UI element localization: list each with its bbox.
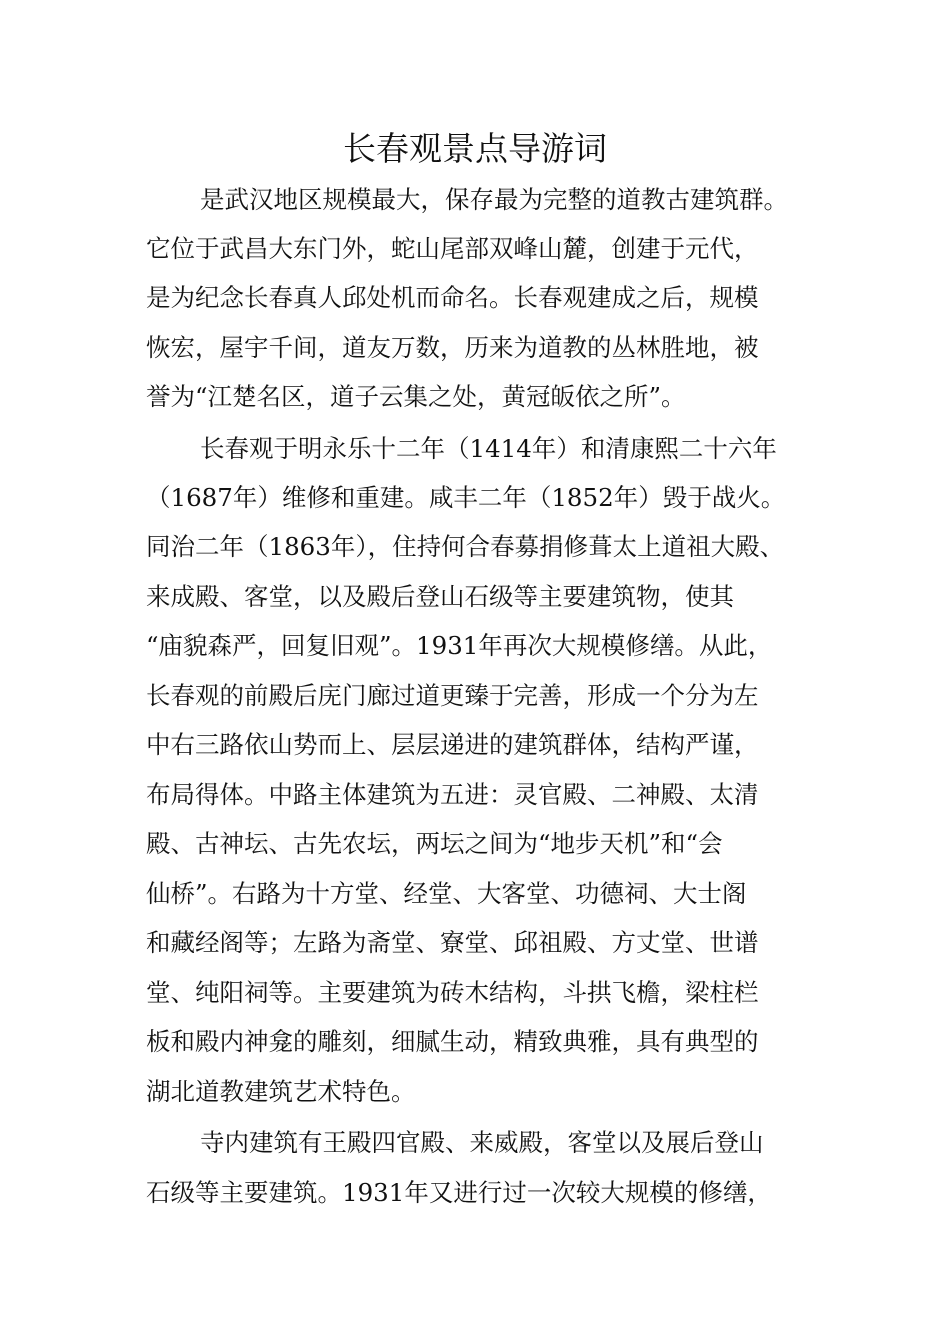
text-line: “庙貌森严，回复旧观”。1931年再次大规模修缮。从此， xyxy=(146,631,773,660)
text-line: 堂、纯阳祠等。主要建筑为砖木结构，斗拱飞檐，梁柱栏 xyxy=(146,978,759,1007)
text-line: 仙桥”。右路为十方堂、经堂、大客堂、功德祠、大士阁 xyxy=(146,879,747,908)
document-title: 长春观景点导游词 xyxy=(343,129,607,168)
text-line: 石级等主要建筑。1931年又进行过一次较大规模的修缮， xyxy=(146,1178,772,1207)
text-line: （1687年）维修和重建。咸丰二年（1852年）毁于战火。 xyxy=(146,483,786,512)
text-line: 中右三路依山势而上、层层递进的建筑群体，结构严谨， xyxy=(146,730,759,759)
text-line: 板和殿内神龛的雕刻，细腻生动，精致典雅，具有典型的 xyxy=(146,1027,759,1056)
text-line: 殿、古神坛、古先农坛，两坛之间为“地步天机”和“会 xyxy=(146,829,723,858)
text-line: 长春观于明永乐十二年（1414年）和清康熙二十六年 xyxy=(200,434,777,463)
text-line: 寺内建筑有王殿四官殿、来威殿，客堂以及展后登山 xyxy=(200,1128,764,1157)
text-line: 誉为“江楚名区，道子云集之处，黄冠皈依之所”。 xyxy=(146,382,686,411)
text-line: 同治二年（1863年），住持何合春募捐修葺太上道祖大殿、 xyxy=(146,532,785,561)
text-line: 是为纪念长春真人邱处机而命名。长春观建成之后，规模 xyxy=(146,283,759,312)
text-line: 来成殿、客堂，以及殿后登山石级等主要建筑物，使其 xyxy=(146,582,734,611)
text-line: 和藏经阁等；左路为斋堂、寮堂、邱祖殿、方丈堂、世谱 xyxy=(146,928,759,957)
text-line: 它位于武昌大东门外，蛇山尾部双峰山麓，创建于元代， xyxy=(146,234,759,263)
text-line: 恢宏，屋宇千间，道友万数，历来为道教的丛林胜地，被 xyxy=(146,333,759,362)
text-line: 长春观的前殿后庑门廊过道更臻于完善，形成一个分为左 xyxy=(146,681,759,710)
text-line: 布局得体。中路主体建筑为五进：灵官殿、二神殿、太清 xyxy=(146,780,759,809)
text-line: 是武汉地区规模最大，保存最为完整的道教古建筑群。 xyxy=(200,185,788,214)
text-line: 湖北道教建筑艺术特色。 xyxy=(146,1077,416,1106)
